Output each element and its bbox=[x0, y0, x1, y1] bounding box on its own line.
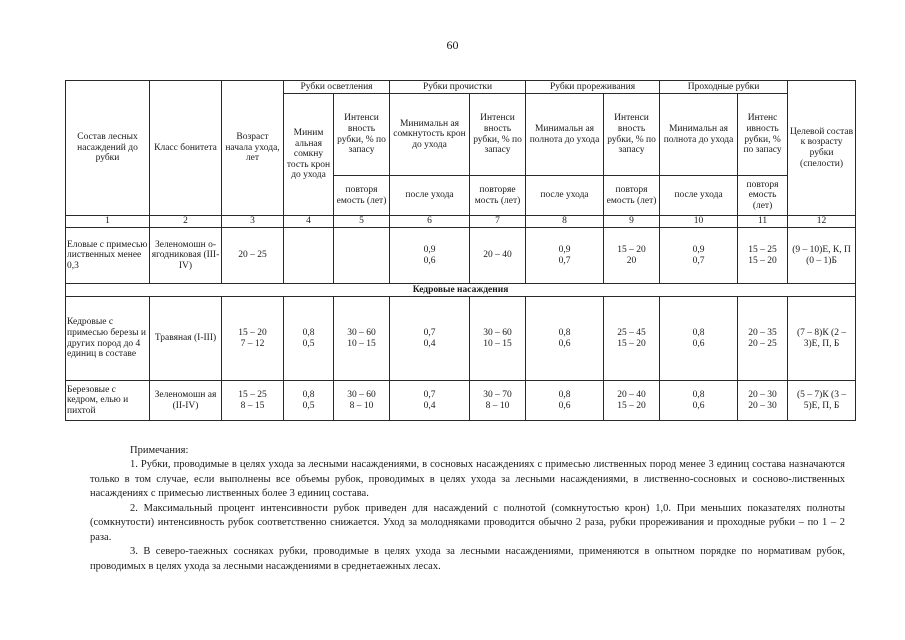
header-group-prorezhivanie: Рубки прореживания bbox=[526, 81, 660, 94]
value-bottom: 15 – 20 bbox=[617, 338, 646, 349]
cell-col9 bbox=[604, 228, 660, 284]
value-bottom: 0,7 bbox=[692, 255, 705, 266]
value-bottom: 0,7 bbox=[558, 255, 571, 266]
header-group-prokhodnye: Проходные рубки bbox=[660, 81, 788, 94]
header-intensity-11: Интенс ивность рубки, % по запасу bbox=[738, 94, 788, 176]
header-repeat-7: повторяе мость (лет) bbox=[470, 176, 526, 216]
cell-col4 bbox=[284, 297, 334, 381]
cell-col5 bbox=[334, 381, 390, 421]
value-top: 25 – 45 bbox=[617, 327, 646, 338]
value-top: 0,9 bbox=[692, 244, 705, 255]
cell-col5 bbox=[334, 228, 390, 284]
column-index: 1 bbox=[66, 216, 150, 228]
cell-col9 bbox=[604, 381, 660, 421]
cell-composition: Кедровые с примесью березы и других пород до 4 единиц в составе bbox=[66, 297, 150, 381]
value-top: 0,7 bbox=[423, 327, 436, 338]
cell-site-class: Травяная (I-III) bbox=[150, 297, 222, 381]
value-bottom: 7 – 12 bbox=[240, 338, 265, 349]
value-bottom: 10 – 15 bbox=[347, 338, 376, 349]
value-top: 20 – 40 bbox=[617, 389, 646, 400]
cell-age bbox=[222, 297, 284, 381]
value-top: 0,8 bbox=[558, 327, 571, 338]
cell-age: 20 – 25 bbox=[222, 228, 284, 284]
cell-col6 bbox=[390, 381, 470, 421]
header-min-density-8: Минимальн ая полнота до ухода bbox=[526, 94, 604, 176]
header-after-10: после ухода bbox=[660, 176, 738, 216]
cell-composition: Березовые с кедром, елью и пихтой bbox=[66, 381, 150, 421]
header-age-start: Возраст начала ухода, лет bbox=[222, 81, 284, 216]
header-min-density-10: Минимальн ая полнота до ухода bbox=[660, 94, 738, 176]
cell-col10 bbox=[660, 228, 738, 284]
header-repeat-5: повторя емость (лет) bbox=[334, 176, 390, 216]
value-top: 0,8 bbox=[302, 389, 315, 400]
header-after-6: после ухода bbox=[390, 176, 470, 216]
cell-col6 bbox=[390, 228, 470, 284]
value-bottom: 0,6 bbox=[558, 400, 571, 411]
value-top: 0,9 bbox=[423, 244, 436, 255]
cell-col5 bbox=[334, 297, 390, 381]
value-bottom: 0,4 bbox=[423, 400, 436, 411]
value-bottom: 0,6 bbox=[558, 338, 571, 349]
cell-target: (7 – 8)К (2 – 3)Е, П, Б bbox=[788, 297, 856, 381]
value-top: 15 – 25 bbox=[748, 244, 777, 255]
cell-col8 bbox=[526, 228, 604, 284]
value-bottom: 20 – 30 bbox=[748, 400, 777, 411]
header-after-8: после ухода bbox=[526, 176, 604, 216]
note-item: 1. Рубки, проводимые в целях ухода за лесными насаждениями, в сосновых насаждениях с примесью лиственных пород менее 3 единиц состава назначаются только в том случае, если выполнены все объемы рубок, проводимых в целях ухода за лесными насаждениями, в лиственно-сосновых и сосново-лиственных насаждениях с примесью лиственных более 3 единиц состава. bbox=[90, 459, 845, 500]
cell-col11 bbox=[738, 297, 788, 381]
notes-title: Примечания: bbox=[130, 445, 189, 456]
header-min-closure-long: Минимальн ая сомкнутость крон до ухода bbox=[390, 94, 470, 176]
value-bottom: 20 – 25 bbox=[748, 338, 777, 349]
column-index: 3 bbox=[222, 216, 284, 228]
column-index: 9 bbox=[604, 216, 660, 228]
value-bottom: 15 – 20 bbox=[617, 400, 646, 411]
cell-col4 bbox=[284, 228, 334, 284]
cell-target: (5 – 7)К (3 – 5)Е, П, Б bbox=[788, 381, 856, 421]
cell-site-class: Зеленомошн о-ягодниковая (III-IV) bbox=[150, 228, 222, 284]
cell-col11 bbox=[738, 228, 788, 284]
cell-col7 bbox=[470, 381, 526, 421]
cell-age bbox=[222, 381, 284, 421]
value-top: 0,8 bbox=[692, 389, 705, 400]
table-row bbox=[66, 297, 856, 381]
page-number: 60 bbox=[446, 38, 459, 52]
value-top: 30 – 60 bbox=[347, 327, 376, 338]
cell-col7 bbox=[470, 297, 526, 381]
header-site-class: Класс бонитета bbox=[150, 81, 222, 216]
table-row bbox=[66, 228, 856, 284]
cell-col7: 20 – 40 bbox=[470, 228, 526, 284]
note-item: 3. В северо-таежных сосняках рубки, проводимые в целях ухода за лесными насаждениями, применяются в опытном порядке по нормативам рубок, проводимых в целях ухода за лесными насаждениями в среднетаежных лесах. bbox=[90, 546, 845, 572]
column-index: 7 bbox=[470, 216, 526, 228]
header-intensity-4: Интенси вность рубки, % по запасу bbox=[334, 94, 390, 176]
column-index: 6 bbox=[390, 216, 470, 228]
cell-col11 bbox=[738, 381, 788, 421]
value-bottom: 0,5 bbox=[302, 338, 315, 349]
value-bottom: 10 – 15 bbox=[483, 338, 512, 349]
value-bottom: 0,6 bbox=[692, 400, 705, 411]
column-index: 4 bbox=[284, 216, 334, 228]
value-top: 0,8 bbox=[558, 389, 571, 400]
column-index: 8 bbox=[526, 216, 604, 228]
table-row bbox=[66, 381, 856, 421]
value-bottom: 0,4 bbox=[423, 338, 436, 349]
column-index: 5 bbox=[334, 216, 390, 228]
section-row bbox=[66, 284, 856, 297]
header-repeat-9: повторя емость (лет) bbox=[604, 176, 660, 216]
header-target: Целевой состав к возрасту рубки (спелости) bbox=[788, 81, 856, 216]
header-repeat-11: повторя емость (лет) bbox=[738, 176, 788, 216]
value-top: 15 – 20 bbox=[617, 244, 646, 255]
value-bottom: 15 – 20 bbox=[748, 255, 777, 266]
section-title: Кедровые насаждения bbox=[66, 284, 856, 297]
cell-target: (9 – 10)Е, К, П (0 – 1)Б bbox=[788, 228, 856, 284]
header-group-prochistka: Рубки прочистки bbox=[390, 81, 526, 94]
value-bottom: 20 bbox=[626, 255, 637, 266]
header-composition: Состав лесных насаждений до рубки bbox=[66, 81, 150, 216]
header-min-closure-short: Миним альная сомкну тость крон до ухода bbox=[284, 94, 334, 216]
header-group-osvetlenie: Рубки осветления bbox=[284, 81, 390, 94]
value-top: 20 – 35 bbox=[748, 327, 777, 338]
cell-col6 bbox=[390, 297, 470, 381]
notes-section bbox=[90, 444, 845, 574]
value-top: 0,9 bbox=[558, 244, 571, 255]
cell-composition: Еловые с примесью лиственных менее 0,3 bbox=[66, 228, 150, 284]
cell-col9 bbox=[604, 297, 660, 381]
value-top: 15 – 25 bbox=[238, 389, 267, 400]
cell-site-class: Зеленомошн ая (II-IV) bbox=[150, 381, 222, 421]
value-bottom: 0,6 bbox=[692, 338, 705, 349]
value-bottom: 8 – 10 bbox=[485, 400, 510, 411]
value-top: 30 – 70 bbox=[483, 389, 512, 400]
value-top: 20 – 30 bbox=[748, 389, 777, 400]
header-intensity-7: Интенси вность рубки, % по запасу bbox=[470, 94, 526, 176]
cell-col10 bbox=[660, 297, 738, 381]
value-bottom: 8 – 10 bbox=[349, 400, 374, 411]
cell-col8 bbox=[526, 381, 604, 421]
column-index: 11 bbox=[738, 216, 788, 228]
value-top: 15 – 20 bbox=[238, 327, 267, 338]
value-bottom: 8 – 15 bbox=[240, 400, 265, 411]
column-index: 10 bbox=[660, 216, 738, 228]
value-bottom: 0,6 bbox=[423, 255, 436, 266]
value-top: 30 – 60 bbox=[483, 327, 512, 338]
column-index: 12 bbox=[788, 216, 856, 228]
header-intensity-9: Интенси вность рубки, % по запасу bbox=[604, 94, 660, 176]
cell-col10 bbox=[660, 381, 738, 421]
value-bottom: 0,5 bbox=[302, 400, 315, 411]
cell-col4 bbox=[284, 381, 334, 421]
value-top: 0,8 bbox=[692, 327, 705, 338]
column-index: 2 bbox=[150, 216, 222, 228]
forest-care-table bbox=[65, 80, 856, 421]
note-item: 2. Максимальный процент интенсивности рубок приведен для насаждений с полнотой (сомкнутостью крон) 1,0. При меньших показателях полноты (сомкнутости) интенсивность рубок соответственно снижается. Уход за молодняками проводится обычно 2 раза, рубки прореживания и проходные рубки – по 1 – 2 раза. bbox=[90, 502, 845, 543]
value-top: 0,8 bbox=[302, 327, 315, 338]
value-top: 0,7 bbox=[423, 389, 436, 400]
cell-col8 bbox=[526, 297, 604, 381]
value-top: 30 – 60 bbox=[347, 389, 376, 400]
